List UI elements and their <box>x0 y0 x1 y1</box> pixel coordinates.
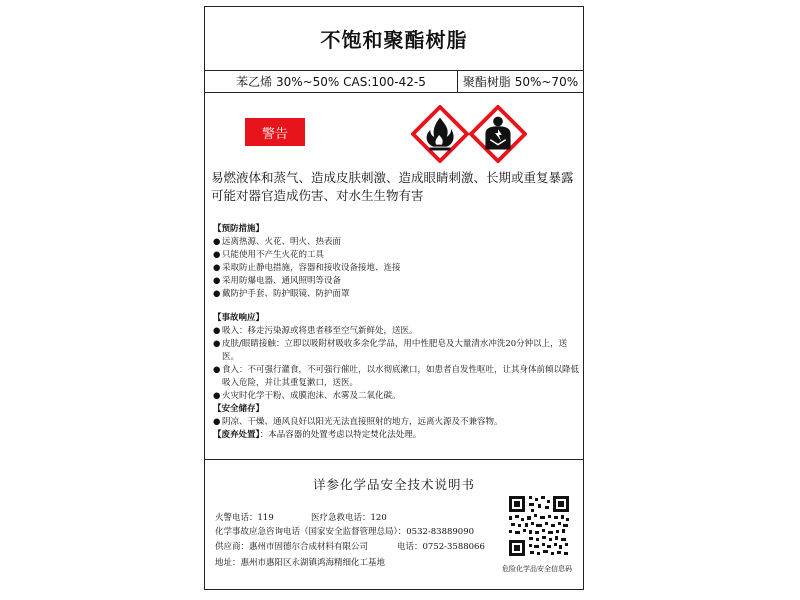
list-item: ● 采取防止静电措施，容器和接收设备接地、连接 <box>213 263 401 273</box>
disposal-title: 【废弃处置】 <box>213 430 260 440</box>
footer-title: 详参化学品安全技术说明书 <box>312 477 475 492</box>
supplier-phone: 电话：0752-3588066 <box>397 542 485 552</box>
list-item: ● 戴防护手套、防护眼镜、防护面罩 <box>213 289 350 299</box>
qr-caption: 危险化学品安全信息码 <box>502 565 572 573</box>
component-polyester: 聚酯树脂 50%~70% <box>462 74 579 89</box>
footer-divider <box>205 459 583 460</box>
response-title: 【事故响应】 <box>213 313 265 323</box>
list-item: ● 吸入：移走污染源或将患者移至空气新鲜处，送医。 <box>213 326 418 336</box>
prevention-section <box>213 223 579 301</box>
health-hazard-icon <box>469 105 527 163</box>
medical-phone: 医疗急救电话：120 <box>311 513 387 523</box>
list-item: ● 食入：不可强行灌食，不可强行催吐，以水彻底漱口，如患者自发性呕吐，让其身体前倾以降低吸入危险，并让其重复漱口，送医。 <box>213 365 580 388</box>
hazard-statement: 易燃液体和蒸气、造成皮肤刺激、造成眼睛刺激、长期或重复暴露可能对器官造成伤害、对水生生物有害 <box>211 170 574 203</box>
title-row <box>205 7 583 71</box>
supplier: 供应商：惠州市固德尔合成材料有限公司 <box>215 542 369 552</box>
disposal-text: ：本品容器的处置考虑以特定焚化法处理。 <box>259 430 422 440</box>
list-item: ● 只能使用不产生火花的工具 <box>213 250 325 260</box>
chemical-safety-label <box>204 6 584 590</box>
consult-phone: 化学事故应急咨询电话（国家安全监督管理总局）：0532-83889090 <box>215 527 475 537</box>
product-name: 不饱和聚酯树脂 <box>320 28 468 52</box>
address: 地址：惠州市惠阳区永湖镇鸿海精细化工基地 <box>215 558 386 568</box>
prevention-title: 【预防措施】 <box>213 224 265 234</box>
list-item: ● 阴凉、干燥、通风良好以阳光无法直接照射的地方，远离火源及不兼容物。 <box>213 417 503 427</box>
response-section <box>213 312 579 442</box>
storage-title: 【安全储存】 <box>213 404 265 414</box>
list-item: ● 采用防爆电器、通风照明等设备 <box>213 276 342 286</box>
flame-icon <box>411 105 469 163</box>
signal-word-badge: 警告 <box>245 118 305 146</box>
component-styrene: 苯乙烯 30%~50% CAS:100-42-5 <box>205 70 458 92</box>
qr-code <box>507 494 571 558</box>
list-item: ● 远离热源、火花、明火、热表面 <box>213 237 342 247</box>
list-item: ● 火灾时化学干粉、成膜泡沫、水雾及二氧化碳。 <box>213 391 401 401</box>
list-item: ● 皮肤/眼睛接触：立即以吸附材吸收多余化学品，用中性肥皂及大量清水冲洗20分钟以上，送医。 <box>213 339 568 362</box>
fire-phone: 火警电话：119 <box>215 513 274 523</box>
components-row <box>205 70 583 93</box>
disposal-line <box>213 429 579 442</box>
